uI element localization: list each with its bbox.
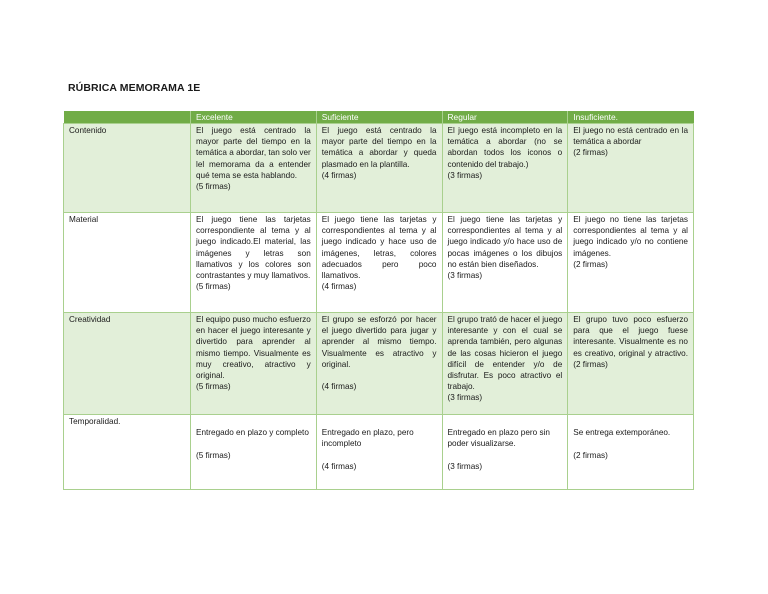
cell-description: El juego está centrado la mayor parte del tiempo en la temática a abordar, tan solo ver lel memorama da a entender qué tema se esta hablando.	[196, 126, 311, 180]
cell-firmas: (5 firmas)	[196, 382, 231, 392]
cell-description: El grupo trató de hacer el juego interesante y con el cual se aprenda también, pero algunas de las cosas hicieron el juego difícil de entender y/o de disfrutar. Es poco atractivo el trabajo.	[447, 315, 563, 392]
criterion-label: Contenido	[64, 124, 191, 213]
cell-description: El juego no está centrado en la temática a abordar	[573, 126, 688, 147]
column-header-insuficiente: Insuficiente.	[568, 111, 694, 124]
table-row	[64, 124, 694, 213]
cell-firmas: (4 firmas)	[321, 170, 357, 180]
rubric-cell	[568, 415, 694, 490]
rubric-cell	[568, 124, 694, 213]
table-row	[64, 415, 694, 490]
rubric-cell	[191, 313, 317, 415]
cell-description: El juego está incompleto en la temática a abordar (no se abordan todos los iconos o contenido del trabajo.)	[447, 126, 563, 169]
column-header-suficiente: Suficiente	[316, 111, 442, 124]
cell-firmas: (2 firmas)	[573, 450, 608, 460]
cell-firmas: (2 firmas)	[573, 148, 608, 158]
cell-description: El juego tiene las tarjetas y correspondientes al tema y al juego indicado y/o hace uso de pocas imágenes o los dibujos no están bien diseñados.	[447, 215, 563, 269]
rubric-cell	[191, 124, 317, 213]
cell-description: El juego tiene las tarjetas y correspondientes al tema y al juego indicado y hace uso de imágenes, letras, colores adecuados pero poco llamativos.	[321, 215, 437, 281]
cell-description: Se entrega extemporáneo.	[573, 428, 671, 438]
rubric-cell	[316, 313, 442, 415]
rubric-cell	[442, 124, 568, 213]
criterion-label: Material	[64, 213, 191, 313]
cell-firmas: (3 firmas)	[447, 393, 483, 403]
cell-firmas: (5 firmas)	[196, 282, 231, 292]
rubric-cell	[316, 213, 442, 313]
rubric-cell	[568, 313, 694, 415]
cell-description: El juego tiene las tarjetas correspondiente al tema y al juego indicado.El material, las imágenes y letras son llamativos y los colores son contrastantes y muy llamativos.	[196, 215, 311, 281]
column-header-excelente: Excelente	[191, 111, 317, 124]
cell-description: El grupo se esforzó por hacer el juego divertido para jugar y aprender al mismo tiempo. Visualmente es atractivo y original.	[321, 315, 437, 369]
document-title: RÚBRICA MEMORAMA 1E	[68, 82, 201, 94]
column-header-regular: Regular	[442, 111, 568, 124]
cell-description: Entregado en plazo, pero incompleto	[321, 428, 414, 449]
cell-firmas: (3 firmas)	[447, 170, 483, 180]
cell-firmas: (2 firmas)	[573, 259, 608, 269]
rubric-cell	[442, 415, 568, 490]
criterion-label: Creatividad	[64, 313, 191, 415]
rubric-cell	[191, 213, 317, 313]
cell-firmas: (3 firmas)	[447, 271, 483, 281]
header-row	[64, 111, 694, 124]
cell-description: Entregado en plazo y completo	[196, 428, 309, 438]
cell-description: Entregado en plazo pero sin poder visualizarse.	[447, 428, 550, 449]
cell-firmas: (4 firmas)	[321, 282, 357, 292]
cell-description: El juego no tiene las tarjetas correspondientes al tema y al juego indicado y/o no contiene imágenes.	[573, 215, 688, 258]
table-row	[64, 313, 694, 415]
column-header-criterion	[64, 111, 191, 124]
rubric-cell	[316, 124, 442, 213]
cell-firmas: (3 firmas)	[447, 461, 483, 471]
cell-description: El juego está centrado la mayor parte del tiempo en la temática a abordar y queda plasmado en la plantilla.	[321, 126, 437, 169]
cell-firmas: (4 firmas)	[321, 461, 357, 471]
criterion-label: Temporalidad.	[64, 415, 191, 490]
rubric-cell	[442, 313, 568, 415]
cell-firmas: (5 firmas)	[196, 450, 231, 460]
rubric-cell	[568, 213, 694, 313]
cell-firmas: (5 firmas)	[196, 182, 231, 192]
table-row	[64, 213, 694, 313]
rubric-table	[63, 111, 694, 490]
rubric-cell	[191, 415, 317, 490]
rubric-cell	[316, 415, 442, 490]
rubric-cell	[442, 213, 568, 313]
cell-description: El equipo puso mucho esfuerzo en hacer el juego interesante y divertido para aprender al mismo tiempo. Visualmente es muy creativo, atractivo y original.	[196, 315, 311, 381]
cell-description: El grupo tuvo poco esfuerzo para que el juego fuese interesante. Visualmente es no es creativo, original y atractivo. (2 firmas)	[573, 315, 688, 369]
cell-firmas: (4 firmas)	[321, 382, 357, 392]
